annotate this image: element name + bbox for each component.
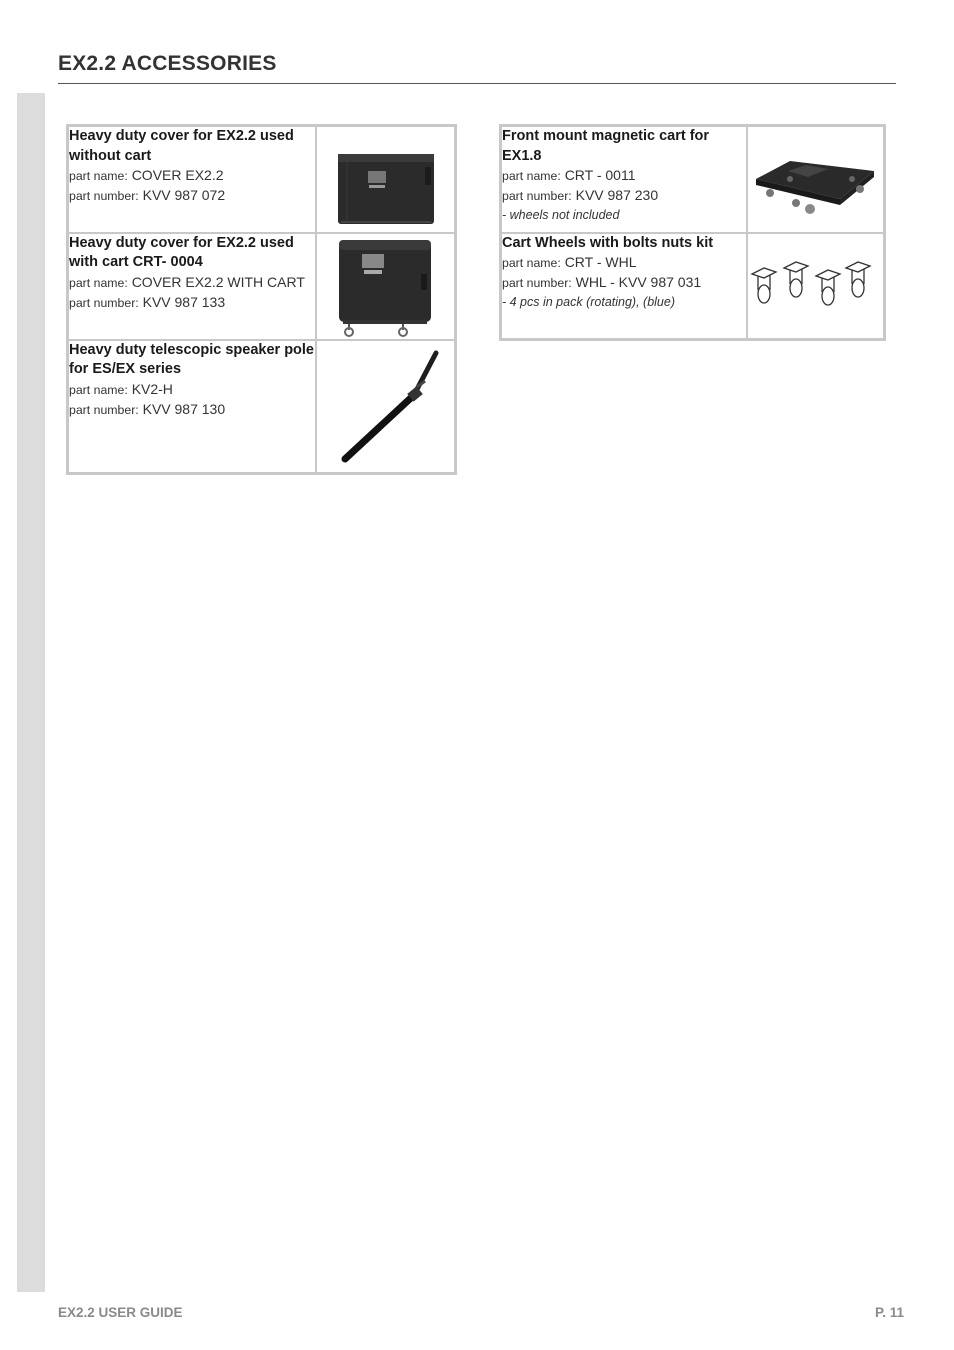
- part-name-label: part name:: [69, 382, 128, 397]
- accessory-title: Heavy duty cover for EX2.2 used with cart CRT- 0004: [69, 234, 294, 270]
- part-name-label: part name:: [69, 169, 128, 183]
- part-number-label: part number:: [69, 402, 139, 417]
- accessory-title: Heavy duty telescopic speaker pole for ES/EX series: [69, 341, 314, 377]
- accessory-note: - wheels not included: [502, 208, 620, 222]
- part-number-line: [69, 293, 315, 313]
- part-number-value: KVV 987 133: [142, 293, 226, 310]
- accessory-image-cell: [747, 126, 885, 233]
- part-name-line: [69, 380, 315, 400]
- accessory-row: [501, 126, 885, 233]
- part-number-line: [502, 186, 746, 206]
- footer-guide-title: EX2.2 USER GUIDE: [58, 1305, 183, 1320]
- title-divider: [58, 83, 896, 84]
- accessory-row: [68, 340, 456, 474]
- part-number-value: KVV 987 130: [142, 400, 226, 417]
- accessory-title: Front mount magnetic cart for EX1.8: [502, 128, 710, 164]
- accessory-title: Cart Wheels with bolts nuts kit: [502, 234, 714, 251]
- accessory-row: [68, 126, 456, 233]
- accessory-image-cell: [316, 340, 456, 474]
- part-name-line: [69, 166, 315, 186]
- accessory-image-cell: [316, 126, 456, 233]
- part-number-line: [69, 186, 315, 206]
- part-number-value: WHL - KVV 987 031: [575, 274, 702, 290]
- accessory-image-cell: [316, 233, 456, 340]
- part-name-label: part name:: [502, 256, 561, 270]
- part-number-label: part number:: [69, 189, 139, 203]
- part-name-line: [69, 273, 315, 293]
- caster-wheels-icon: [748, 234, 882, 339]
- speaker-cover-icon: [317, 127, 451, 232]
- part-number-line: [69, 400, 315, 420]
- accessory-info: [68, 126, 317, 233]
- part-name-value: CRT - 0011: [564, 167, 636, 183]
- part-name-label: part name:: [502, 169, 561, 183]
- magnetic-cart-icon: [748, 127, 882, 232]
- part-name-label: part name:: [69, 275, 128, 290]
- part-number-value: KVV 987 230: [575, 187, 659, 203]
- accessories-table-left: [66, 124, 457, 475]
- speaker-cover-with-cart-icon: [317, 234, 451, 339]
- part-name-line: [502, 253, 746, 273]
- part-number-line: [502, 273, 746, 293]
- accessories-table-right: [499, 124, 886, 341]
- accessory-title: Heavy duty cover for EX2.2 used without cart: [69, 128, 294, 164]
- accessory-info: [68, 340, 317, 474]
- page-title: EX2.2 ACCESSORIES: [58, 52, 277, 75]
- part-number-label: part number:: [502, 276, 572, 290]
- part-name-line: [502, 166, 746, 186]
- telescopic-pole-icon: [317, 341, 451, 473]
- accessory-row: [68, 233, 456, 340]
- part-number-value: KVV 987 072: [142, 187, 226, 203]
- accessory-info: [68, 233, 317, 340]
- part-number-label: part number:: [502, 189, 572, 203]
- footer-page-number: P. 11: [874, 1305, 904, 1320]
- part-name-value: KV2-H: [131, 380, 173, 397]
- side-margin-bar: [17, 93, 45, 1292]
- accessory-info: [501, 233, 748, 340]
- accessory-row: [501, 233, 885, 340]
- part-number-label: part number:: [69, 295, 139, 310]
- part-name-value: CRT - WHL: [564, 254, 637, 270]
- accessory-info: [501, 126, 748, 233]
- accessory-image-cell: [747, 233, 885, 340]
- part-name-value: COVER EX2.2: [131, 167, 224, 183]
- accessory-note: - 4 pcs in pack (rotating), (blue): [502, 295, 675, 309]
- part-name-value: COVER EX2.2 WITH CART: [131, 273, 305, 290]
